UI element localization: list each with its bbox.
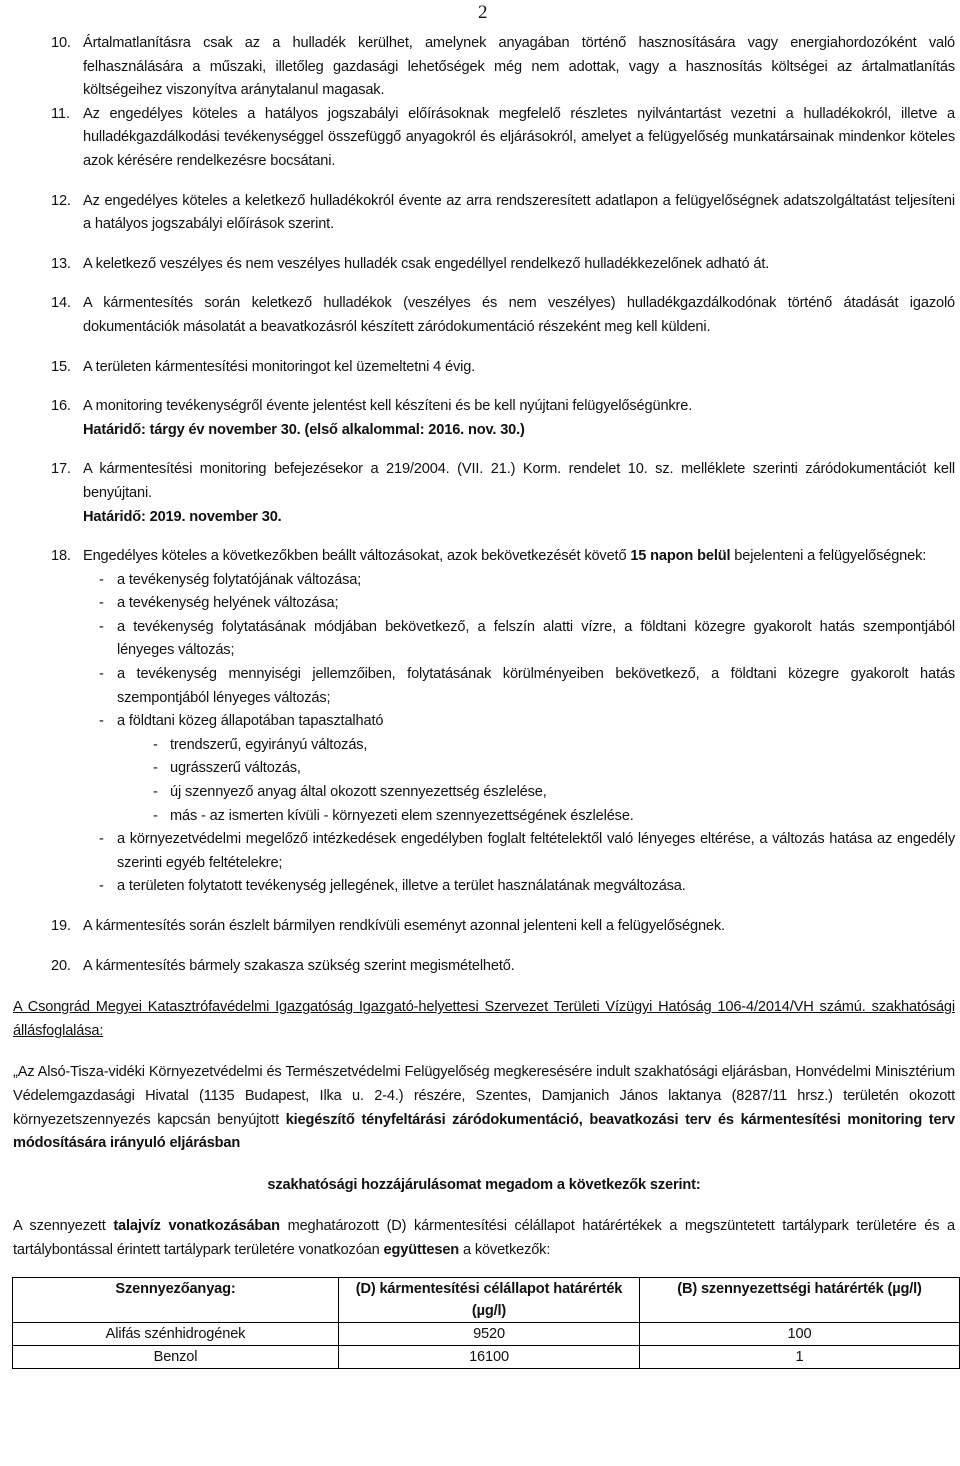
dash-marker: -	[99, 595, 104, 612]
dash-marker: -	[153, 760, 158, 777]
dash-text: trendszerű, egyirányú változás,	[170, 736, 368, 753]
list-item	[13, 103, 955, 174]
item-number: 18.	[51, 548, 71, 565]
item-number: 14.	[51, 295, 71, 312]
item-text: bejelenteni a felügyelőségnek:	[730, 548, 927, 565]
dash-marker: -	[99, 831, 104, 848]
table-header: Szennyezőanyag:	[13, 1277, 339, 1322]
table-header-row	[13, 1277, 960, 1322]
item-number: 13.	[51, 255, 71, 272]
dash-item	[13, 569, 955, 593]
item-text: Az engedélyes köteles a hatályos jogszabályi előírásoknak megfelelő részletes nyilvántartást vezetni a hulladékokról, illetve a hulladékgazdálkodási tevékenységgel összefüggő anyagokról és eljárásokról, amelyet a felügyelőség munkatársainak mindenkor köteles azok kérésére rendelkezésre bocsátani.	[83, 105, 955, 169]
dash-text: a tevékenység helyének változása;	[117, 595, 339, 612]
item-text: A monitoring tevékenységről évente jelentést kell készíteni és be kell nyújtani felügyelőségünkre.	[83, 398, 693, 415]
item-text: Az engedélyes köteles a keletkező hulladékokról évente az arra rendszeresített adatlapon a felügyelőségnek adatszolgáltatást teljesíteni a hatályos jogszabályi előírások szerint.	[83, 192, 955, 233]
consent-heading: szakhatósági hozzájárulásomat megadom a következők szerint:	[267, 1176, 701, 1193]
dash-marker: -	[153, 784, 158, 801]
dash-text: a földtani közeg állapotában tapasztalható	[117, 713, 384, 730]
dash-item	[13, 616, 955, 663]
item-text-bold: 15 napon belül	[630, 548, 731, 565]
dash-marker: -	[99, 666, 104, 683]
table-row	[13, 1322, 960, 1345]
sub-dash-item	[13, 757, 955, 781]
list-item	[13, 915, 955, 939]
table-cell: 1	[640, 1345, 960, 1368]
list-item	[13, 190, 955, 237]
item-text: Engedélyes köteles a következőkben beállt változásokat, azok bekövetkezését követő	[83, 548, 631, 565]
item-number: 11.	[51, 105, 70, 122]
item-text: A kármentesítési monitoring befejezésekor a 219/2004. (VII. 21.) Korm. rendelet 10. sz. melléklete szerinti záródokumentációt kell benyújtani.	[83, 461, 955, 501]
sub-dash-item	[13, 781, 955, 805]
item-number: 20.	[51, 957, 71, 974]
dash-text: új szennyező anyag által okozott szennyezettség észlelése,	[170, 784, 547, 801]
item-text: A területen kármentesítési monitoringot kel üzemeltetni 4 évig.	[83, 358, 476, 375]
deadline: Határidő: tárgy év november 30. (első alkalommal: 2016. nov. 30.)	[83, 421, 525, 438]
item-number: 12.	[51, 192, 71, 209]
dash-item	[13, 875, 955, 899]
list-item	[13, 253, 955, 277]
document-body	[13, 32, 955, 1369]
dash-marker: -	[99, 571, 104, 588]
item-number: 15.	[51, 358, 71, 375]
item-text: Ártalmatlanításra csak az a hulladék kerülhet, amelynek anyagában történő hasznosítására vagy energiahordozóként való felhasználására a műszaki, illetőleg gazdasági lehetőségek még nem adottak, vagy a hasznosítás költségei az ártalmatlanítás költségeihez viszonyítva aránytalanul magasak.	[83, 35, 955, 99]
item-text: A kármentesítés során keletkező hulladékok (veszélyes és nem veszélyes) hulladékgazdálkodónak történő átadását igazoló dokumentációk másolatát a beavatkozásról készített záródokumentáció részeként meg kell küldeni.	[83, 295, 955, 335]
authority-heading: A Csongrád Megyei Katasztrófavédelmi Igazgatóság Igazgató-helyettesi Szervezet Területi Vízügyi Hatóság 106-4/2014/VH számú. szakhatósági állásfoglalása:	[13, 999, 955, 1039]
dash-item	[13, 828, 955, 875]
dash-text: a tevékenység folytatójának változása;	[117, 571, 362, 588]
dash-item	[13, 710, 955, 734]
final-bold: talajvíz vonatkozásában	[113, 1218, 280, 1235]
final-paragraph	[13, 1215, 955, 1262]
list-item	[13, 955, 955, 979]
final-text: meghatározott (D) kármentesítési célállapot határértékek a megszüntetett tartálypark területére és a tartálybontással érintett tartálypark területére vonatkozóan	[13, 1218, 955, 1258]
dash-text: más - az ismerten kívüli - környezeti elem szennyezettségének észlelése.	[170, 807, 634, 824]
list-item	[13, 395, 955, 442]
list-item	[13, 32, 955, 103]
table-cell: Alifás szénhidrogének	[13, 1322, 339, 1345]
sub-dash-item	[13, 805, 955, 829]
list-item	[13, 356, 955, 380]
list-item	[13, 458, 955, 529]
dash-text: a tevékenység folytatásának módjában bekövetkező, a felszín alatti vízre, a földtani közegre gyakorolt hatás szempontjából lényeges változás;	[117, 618, 955, 659]
table-header: (D) kármentesítési célállapot határérték (µg/l)	[339, 1277, 640, 1322]
table-cell: 100	[640, 1322, 960, 1345]
dash-marker: -	[99, 713, 104, 730]
list-item	[13, 292, 955, 339]
final-bold: együttesen	[383, 1241, 460, 1258]
deadline: Határidő: 2019. november 30.	[83, 508, 282, 525]
dash-text: a területen folytatott tevékenység jellegének, illetve a terület használatának megváltozása.	[117, 878, 686, 895]
dash-text: ugrásszerű változás,	[170, 760, 301, 777]
dash-marker: -	[99, 878, 104, 895]
table-row	[13, 1345, 960, 1368]
quote-paragraph	[13, 1061, 955, 1155]
item-number: 19.	[51, 918, 71, 934]
final-text: a következők:	[459, 1241, 551, 1258]
dash-marker: -	[99, 618, 104, 635]
dash-item	[13, 592, 955, 616]
item-text: A keletkező veszélyes és nem veszélyes hulladék csak engedéllyel rendelkező hulladékkezelőnek adható át.	[83, 255, 770, 272]
table-cell: 9520	[339, 1322, 640, 1345]
dash-marker: -	[153, 736, 158, 753]
sub-dash-item	[13, 734, 955, 758]
item-number: 16.	[51, 398, 71, 415]
list-item	[13, 545, 955, 569]
quote-text: „Az Alsó-Tisza-vidéki Környezetvédelmi és Természetvédelmi Felügyelőség megkeresésére indult szakhatósági eljárásban, Honvédelmi Minisztérium Védelemgazdasági Hivatal (1135 Budapest, Ilka u. 2-4.) részére, Szentes, Damjanich János laktanya (8287/11 hrsz.) területén okozott környezetszennyezés kapcsán benyújtott	[13, 1064, 955, 1128]
table-header: (B) szennyezettségi határérték (µg/l)	[640, 1277, 960, 1322]
page-number: 2	[478, 2, 488, 23]
dash-text: a környezetvédelmi megelőző intézkedések engedélyben foglalt feltételektől való lényeges eltérése, a változás hatása az engedély szerinti egyéb feltételekre;	[117, 831, 955, 871]
table-cell: Benzol	[13, 1345, 339, 1368]
table-cell: 16100	[339, 1345, 640, 1368]
dash-text: a tevékenység mennyiségi jellemzőiben, folytatásának körülményeiben bekövetkező, a földtani közegre gyakorolt hatás szempontjából lényeges változás;	[117, 666, 955, 706]
item-text: A kármentesítés során észlelt bármilyen rendkívüli eseményt azonnal jelenteni kell a felügyelőségnek.	[83, 918, 725, 934]
limit-values-table	[12, 1277, 960, 1369]
final-text: A szennyezett	[13, 1218, 114, 1235]
item-text: A kármentesítés bármely szakasza szükség szerint megismételhető.	[83, 957, 515, 974]
dash-item	[13, 663, 955, 710]
item-number: 17.	[51, 461, 71, 478]
quote-bold: kiegészítő tényfeltárási záródokumentáció, beavatkozási terv és kármentesítési monitoring terv módosítására irányuló eljárásban	[13, 1111, 955, 1152]
item-number: 10.	[51, 35, 71, 51]
dash-marker: -	[153, 807, 158, 824]
